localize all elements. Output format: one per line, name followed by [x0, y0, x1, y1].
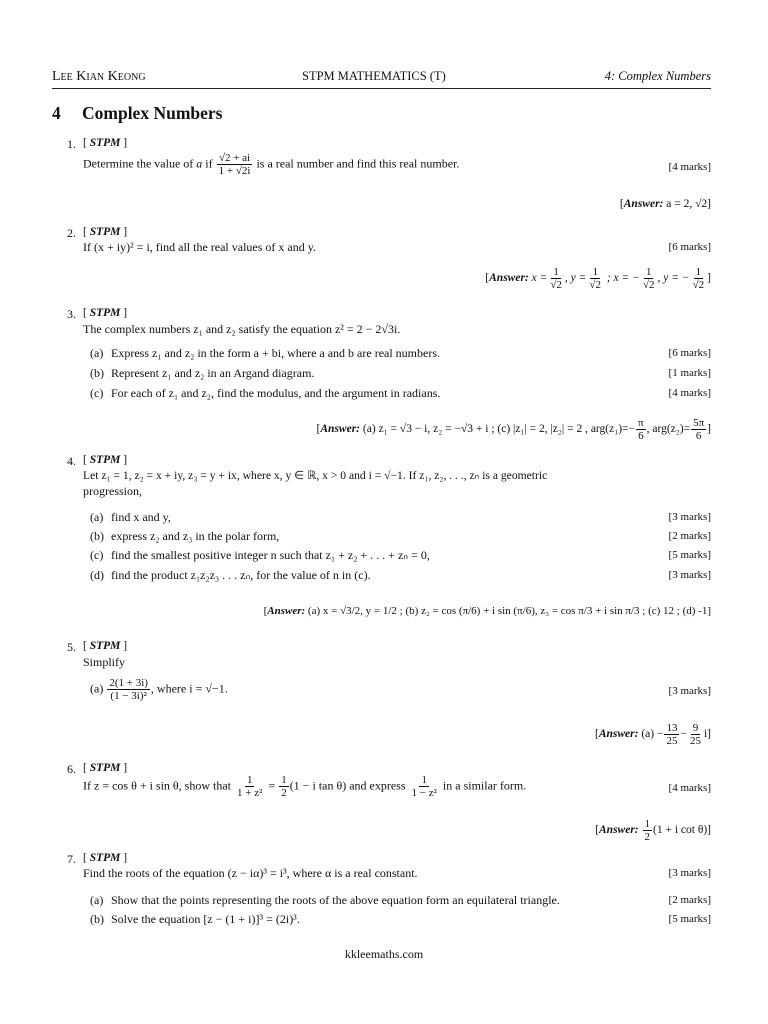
q5-ans-mid: − [680, 728, 687, 741]
section-number: 4 [52, 103, 61, 123]
q2-ans-p3: , y = [564, 272, 587, 285]
q7-part-a-marks: [2 marks] [668, 894, 711, 906]
q2-marks: [6 marks] [668, 241, 711, 253]
q2-number: 2. [67, 226, 76, 240]
q3-part-a-label: (a) [90, 346, 104, 360]
q3-part-b-label: (b) [90, 366, 104, 380]
q4-part-a-marks: [3 marks] [668, 511, 711, 523]
q6-f3d: 1 − z² [411, 787, 437, 799]
q6-tag: [ STPM ] [83, 762, 128, 774]
q3-ans-f1n: π [638, 417, 644, 429]
header-course: STPM MATHEMATICS (T) [302, 69, 446, 83]
q2-ans-f3n: 1 [645, 266, 652, 278]
q4-part-c-label: (c) [90, 548, 104, 562]
q6-f1n: 1 [246, 774, 253, 786]
q2-ans-f4d: √2 [692, 279, 705, 291]
q4-answer: [Answer: (a) x = √3/2, y = 1/2 ; (b) z₂ = cos (π/6) + i sin (π/6), z₃ = cos π/3 + i sin π/3 ; (c) 12 ; (d) -1] [263, 605, 711, 617]
q4-part-d-label: (d) [90, 568, 104, 582]
q4-part-c-marks: [5 marks] [668, 549, 711, 561]
section-name: Complex Numbers [82, 103, 223, 123]
q4-number: 4. [67, 454, 76, 468]
q5-part-a-text: , where i = √−1. [150, 681, 228, 696]
q3-ans-frac1 [636, 417, 646, 442]
q6-f1d: 1 + z² [237, 787, 263, 799]
q6-ans-end: (1 + i cot θ)] [653, 824, 711, 837]
q5-statement: Simplify [83, 655, 126, 669]
q6-tag-label: STPM [89, 762, 121, 774]
q5-ans-f1n: 13 [666, 722, 678, 734]
q7-statement: Find the roots of the equation (z − iα)³ = i³, where α is a real constant. [83, 866, 418, 880]
q2-ans-frac1 [548, 266, 564, 291]
q5-ans-frac1 [664, 722, 679, 747]
q6-f2n: 1 [281, 774, 287, 786]
q6-frac1 [235, 774, 264, 799]
q7-part-a-text: Show that the points representing the roots of the above equation form an equilateral triangle. [111, 893, 560, 907]
q4-part-b-text: express z₂ and z₃ in the polar form, [111, 529, 280, 543]
q5-frac-num: 2(1 + 3i) [109, 677, 148, 689]
q1-marks: [4 marks] [668, 161, 711, 173]
q1-text-a: Determine the value of [83, 156, 197, 171]
q4-part-b-marks: [2 marks] [668, 530, 711, 542]
q3-part-c-marks: [4 marks] [668, 387, 711, 399]
q2-answer-label: Answer: [489, 272, 529, 285]
q6-number: 6. [67, 762, 76, 776]
q2-ans-f2d: √2 [589, 279, 601, 291]
q2-ans-frac3 [641, 266, 657, 291]
q2-ans-p6: ; x = − [606, 272, 640, 285]
q4-statement-line2: progression, [83, 484, 142, 498]
q1-number: 1. [67, 137, 76, 151]
q1-frac-den: 1 + √2i [218, 165, 251, 177]
q3-ans-f2n: 5π [693, 417, 705, 429]
q1-statement: Determine the value of a if $\frac{√2 + ai}{1 + √2i}$ is a real number and find this real number. [83, 152, 460, 177]
q5-ans-f1d: 25 [666, 735, 678, 747]
q3-ans-mid: , arg(z₂)= [646, 423, 691, 436]
q3-answer: [Answer: (a) z₁ = √3 − i, z₂ = −√3 + i ; (c) |z₁| = 2, |z₂| = 2 , arg(z₁)=− $\frac{\pi}{6}$ , arg(z₂)= $\frac{5\pi}{6}$ ] [316, 417, 711, 442]
q3-part-b-text: Represent z₁ and z₂ in an Argand diagram. [111, 366, 315, 380]
q2-statement: If (x + iy)² = i, find all the real values of x and y. [83, 240, 316, 254]
q5-tag-label: STPM [89, 640, 121, 652]
q5-ans-frac2 [688, 722, 703, 747]
q6-statement [83, 774, 526, 799]
q5-ans-end: i] [703, 728, 711, 741]
q2-ans-p9: , y = − [657, 272, 690, 285]
q6-ans-fd: 2 [644, 831, 651, 843]
q2-ans-f3d: √2 [642, 279, 655, 291]
q5-frac-den: (1 − 3i)² [110, 690, 147, 702]
q3-statement: The complex numbers z₁ and z₂ satisfy the equation z² = 2 − 2√3i. [83, 322, 401, 336]
q4-part-a-label: (a) [90, 510, 104, 524]
q3-ans-end: ] [707, 423, 711, 436]
q6-ans-frac [643, 818, 653, 843]
q2-ans-f4n: 1 [695, 266, 702, 278]
q2-ans-frac4 [691, 266, 707, 291]
q3-part-a-text: Express z₁ and z₂ in the form a + bi, where a and b are real numbers. [111, 346, 441, 360]
q2-ans-frac2 [587, 266, 603, 291]
q7-tag-label: STPM [89, 852, 121, 864]
q5-ans-a: (a) − [641, 728, 664, 741]
q1-answer: [Answer: a = 2, √2] [619, 198, 711, 210]
q6-answer-label: Answer: [599, 824, 639, 837]
q2-answer: [Answer: x = $\frac{1}{√2}$ , y = $\frac{1}{√2}$ ; x = − $\frac{1}{√2}$ , y = − $\frac{1}{√2}$ ] [485, 266, 711, 291]
q6-f3n: 1 [421, 774, 427, 786]
q2-ans-f2n: 1 [592, 266, 598, 278]
q3-part-b-marks: [1 marks] [668, 367, 711, 379]
q5-marks: [3 marks] [668, 685, 711, 697]
q2-ans-p0: x = [531, 272, 548, 285]
q4-part-a-text: find x and y, [111, 510, 171, 524]
q3-answer-text: (a) z₁ = √3 − i, z₂ = −√3 + i ; (c) |z₁| = 2, |z₂| = 2 , arg(z₁)=− [362, 423, 636, 436]
q7-part-b-label: (b) [90, 912, 104, 926]
q2-ans-f1n: 1 [553, 266, 559, 278]
section-title [52, 103, 222, 124]
q6-answer: [Answer: $\frac{1}{2}$ (1 + i cot θ)] [595, 818, 711, 843]
q6-text-b: (1 − i tan θ) and express [289, 778, 406, 793]
q6-text-c: in a similar form. [442, 778, 527, 793]
q7-part-b-marks: [5 marks] [668, 913, 711, 925]
q2-tag-label: STPM [89, 226, 121, 238]
q5-part-a-fraction [107, 677, 150, 702]
q4-answer-text: (a) x = √3/2, y = 1/2 ; (b) z₂ = cos (π/6) + i sin (π/6), z₃ = cos π/3 + i sin π/3 ; (c) 12 ; (d) -1] [307, 605, 711, 617]
q3-number: 3. [67, 307, 76, 321]
q5-answer: [Answer: (a) − $\frac{13}{25}$ − $\frac{9}{25}$ i] [595, 722, 711, 747]
q3-part-a-marks: [6 marks] [668, 347, 711, 359]
q6-frac2 [279, 774, 289, 799]
q1-text-c: is a real number and find this real number. [253, 156, 460, 171]
q6-marks: [4 marks] [668, 782, 711, 794]
q1-fraction [217, 152, 253, 177]
q5-part-a-label: (a) [90, 681, 104, 696]
q4-statement-line1: Let z₁ = 1, z₂ = x + iy, z₃ = y + ix, where x, y ∈ ℝ, x > 0 and i = √−1. If z₁, z₂, . . ., zₙ is a geometric [83, 469, 548, 482]
q6-frac3 [410, 774, 439, 799]
q2-ans-f1d: √2 [550, 279, 562, 291]
q3-part-c-label: (c) [90, 386, 104, 400]
q1-text-b: if [202, 156, 216, 171]
q7-tag: [ STPM ] [83, 852, 128, 864]
q3-ans-frac2 [691, 417, 706, 442]
q1-answer-label: Answer: [623, 198, 664, 210]
header-chapter: 4: Complex Numbers [604, 69, 711, 83]
q6-text-a: If z = cos θ + i sin θ, show that [83, 778, 232, 793]
q7-part-a-label: (a) [90, 893, 104, 907]
q4-tag-label: STPM [89, 454, 121, 466]
q4-part-b-label: (b) [90, 529, 104, 543]
q3-tag: [ STPM ] [83, 307, 128, 319]
q6-ans-fn: 1 [644, 818, 651, 830]
q1-tag-label: STPM [89, 137, 121, 149]
q5-answer-label: Answer: [598, 728, 639, 741]
q4-part-c-text: find the smallest positive integer n such that z₁ + z₂ + . . . + zₙ = 0, [111, 548, 430, 562]
page-header [52, 69, 711, 87]
q3-answer-label: Answer: [320, 423, 361, 436]
header-rule [52, 88, 711, 89]
header-author: Lee Kian Keong [52, 69, 146, 84]
q6-f2d: 2 [281, 787, 287, 799]
q5-tag: [ STPM ] [83, 640, 128, 652]
q5-ans-f2d: 25 [689, 735, 701, 747]
q2-ans-p12: ] [707, 272, 711, 285]
q7-part-b-text: Solve the equation [z − (1 + i)]³ = (2i)³. [111, 912, 300, 926]
q4-tag: [ STPM ] [83, 454, 128, 466]
q3-tag-label: STPM [89, 307, 121, 319]
q3-part-c-text: For each of z₁ and z₂, find the modulus, and the argument in radians. [111, 386, 441, 400]
q4-part-d-text: find the product z₁z₂z₃ . . . zₙ, for the value of n in (c). [111, 568, 371, 582]
q1-tag: [ STPM ] [83, 137, 128, 149]
q3-ans-f2d: 6 [695, 430, 702, 442]
q7-number: 7. [67, 852, 76, 866]
q7-marks: [3 marks] [668, 867, 711, 879]
q5-ans-f2n: 9 [692, 722, 699, 734]
q5-part-a [90, 677, 228, 702]
q4-answer-label: Answer: [267, 605, 306, 617]
q6-eq: = [268, 778, 276, 793]
q2-tag: [ STPM ] [83, 226, 128, 238]
q4-part-d-marks: [3 marks] [668, 569, 711, 581]
q1-frac-num: √2 + ai [218, 152, 251, 164]
q5-number: 5. [67, 640, 76, 654]
q3-ans-f1d: 6 [638, 430, 644, 442]
q1-answer-text: a = 2, √2] [666, 198, 711, 210]
page-footer[interactable]: kkleemaths.com [344, 947, 424, 961]
